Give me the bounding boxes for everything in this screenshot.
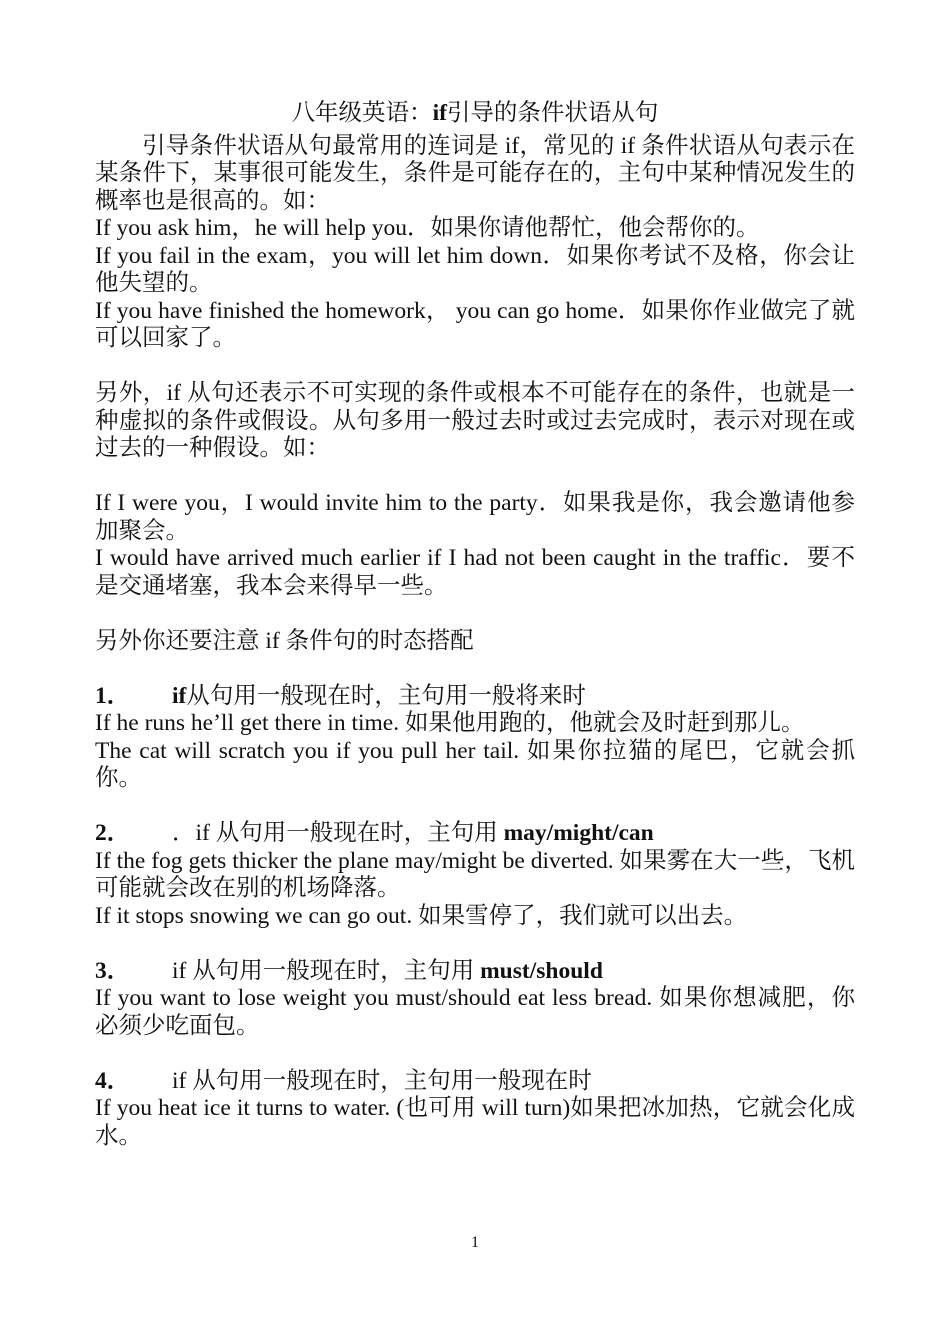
section-heading xyxy=(95,1068,855,1096)
example-sentence: I would have arrived much earlier if I had not been caught in the traffic．要不是交通堵塞，我本会来得早一些。 xyxy=(95,545,855,599)
title-suffix: 引导的条件状语从句 xyxy=(446,100,659,126)
section-heading xyxy=(95,958,855,986)
tense-note: 另外你还要注意 if 条件句的时态搭配 xyxy=(95,627,474,654)
example-sentence: If you have finished the homework， you can go home．如果你作业做完了就可以回家了。 xyxy=(95,297,855,351)
section-number: 4． xyxy=(95,1067,131,1094)
section-keyword: if xyxy=(172,682,187,709)
section-heading-text: 从句用一般现在时，主句用一般将来时 xyxy=(186,682,586,709)
title-prefix: 八年级英语： xyxy=(291,100,433,126)
spacer xyxy=(95,930,855,958)
example-sentence: If you ask him，he will help you．如果你请他帮忙，他会帮你的。 xyxy=(95,215,760,241)
section-number: 1． xyxy=(95,682,131,709)
section-keyword: must/should xyxy=(480,957,603,984)
page-number: 1 xyxy=(471,1234,479,1251)
example-sentence: If I were you，I would invite him to the party．如果我是你，我会邀请他参加聚会。 xyxy=(95,490,855,544)
spacer xyxy=(95,655,855,683)
spacer xyxy=(95,1040,855,1068)
section-heading-text: ．if 从句用一般现在时，主句用 xyxy=(172,820,498,846)
page-title xyxy=(95,100,855,128)
title-keyword: if xyxy=(432,100,447,126)
example-sentence: If the fog gets thicker the plane may/might be diverted. 如果雾在大一些，飞机可能就会改在别的机场降落。 xyxy=(95,847,855,901)
example-sentence: The cat will scratch you if you pull her tail. 如果你拉猫的尾巴，它就会抓你。 xyxy=(95,737,855,791)
spacer xyxy=(95,353,855,381)
section-heading-text: if 从句用一般现在时，主句用 xyxy=(172,957,475,984)
section-heading-text: if 从句用一般现在时，主句用一般现在时 xyxy=(172,1067,592,1094)
example-sentence: If he runs he’ll get there in time. 如果他用跑的，他就会及时赶到那儿。 xyxy=(95,710,805,736)
section-keyword: may/might/can xyxy=(503,820,654,846)
example-sentence: If you fail in the exam，you will let him down．如果你考试不及格，你会让他失望的。 xyxy=(95,242,855,296)
spacer xyxy=(95,463,855,491)
spacer xyxy=(95,600,855,628)
section-number: 3． xyxy=(95,957,131,984)
spacer xyxy=(95,793,855,821)
intro-paragraph: 引导条件状语从句最常用的连词是 if，常见的 if 条件状语从句表示在某条件下，某事很可能发生，条件是可能存在的，主句中某种情况发生的概率也是很高的。如： xyxy=(95,132,855,214)
subjunctive-paragraph: 另外，if 从句还表示不可实现的条件或根本不可能存在的条件，也就是一种虚拟的条件或假设。从句多用一般过去时或过去完成时，表示对现在或过去的一种假设。如： xyxy=(95,380,855,461)
example-sentence: If it stops snowing we can go out. 如果雪停了，我们就可以出去。 xyxy=(95,902,748,929)
section-number: 2． xyxy=(95,820,131,846)
section-heading xyxy=(95,683,855,711)
section-heading xyxy=(95,820,855,848)
example-sentence: If you heat ice it turns to water. (也可用 will turn)如果把冰加热，它就会化成水。 xyxy=(95,1095,855,1149)
example-sentence: If you want to lose weight you must/should eat less bread. 如果你想减肥，你必须少吃面包。 xyxy=(95,985,855,1039)
document-body xyxy=(95,100,855,1150)
